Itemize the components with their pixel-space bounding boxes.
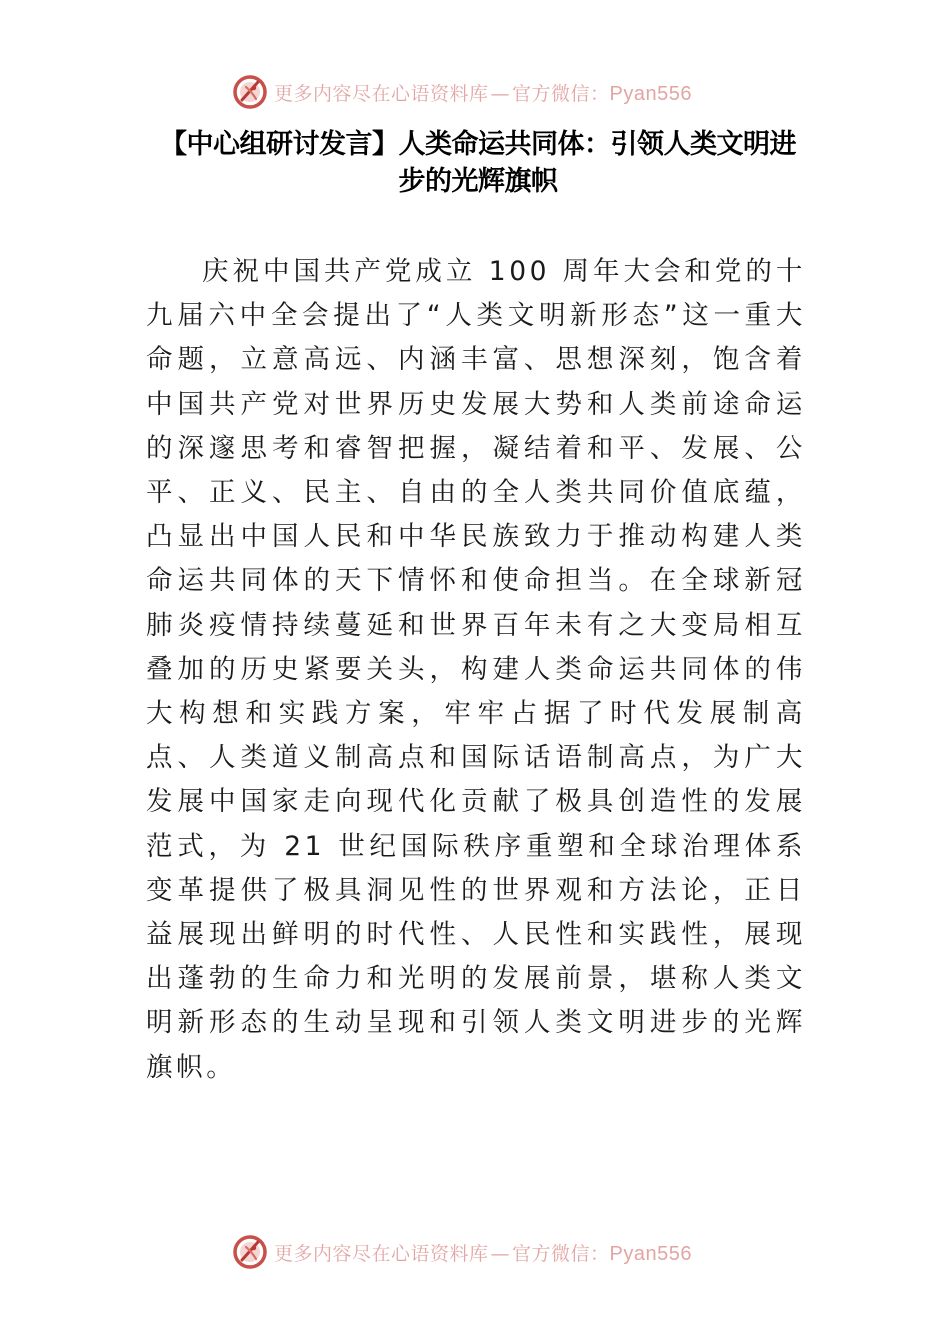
body-paragraph: 庆祝中国共产党成立 100 周年大会和党的十九届六中全会提出了“人类文明新形态”这一重大命题，立意高远、内涵丰富、思想深刻，饱含着中国共产党对世界历史发展大势和人类前途命运的深邃思考和睿智把握，凝结着和平、发展、公平、正义、民主、自由的全人类共同价值底蕴，凸显出中国人民和中华民族致力于推动构建人类命运共同体的天下情怀和使命担当。在全球新冠肺炎疫情持续蔓延和世界百年未有之大变局相互叠加的历史紧要关头，构建人类命运共同体的伟大构想和实践方案，牢牢占据了时代发展制高点、人类道义制高点和国际话语制高点，为广大发展中国家走向现代化贡献了极具创造性的发展范式，为 21 世纪国际秩序重塑和全球治理体系变革提供了极具洞见性的世界观和方法论，正日益展现出鲜明的时代性、人民性和实践性，展现出蓬勃的生命力和光明的发展前景，堪称人类文明新形态的生动呈现和引领人类文明进步的光辉旗帜。 (146, 256, 806, 1083)
banner-wechat-label: 官方微信： (512, 82, 610, 105)
banner-separator: — (490, 82, 511, 105)
red-seal-logo-icon (232, 74, 268, 110)
red-seal-logo-icon (232, 1234, 268, 1270)
banner-text (274, 79, 692, 106)
banner-text (274, 1239, 692, 1266)
document-title: 【中心组研讨发言】人类命运共同体：引领人类文明进步的光辉旗帜 (160, 129, 796, 197)
banner-separator: — (490, 1242, 511, 1265)
banner-wechat-label: 官方微信： (512, 1242, 610, 1265)
footer-banner (232, 1232, 732, 1272)
banner-site-text: 更多内容尽在心语资料库 (274, 1242, 489, 1265)
header-banner (232, 72, 732, 112)
banner-wechat-id: Pyan556 (609, 1242, 692, 1265)
banner-wechat-id: Pyan556 (609, 82, 692, 105)
banner-site-text: 更多内容尽在心语资料库 (274, 82, 489, 105)
